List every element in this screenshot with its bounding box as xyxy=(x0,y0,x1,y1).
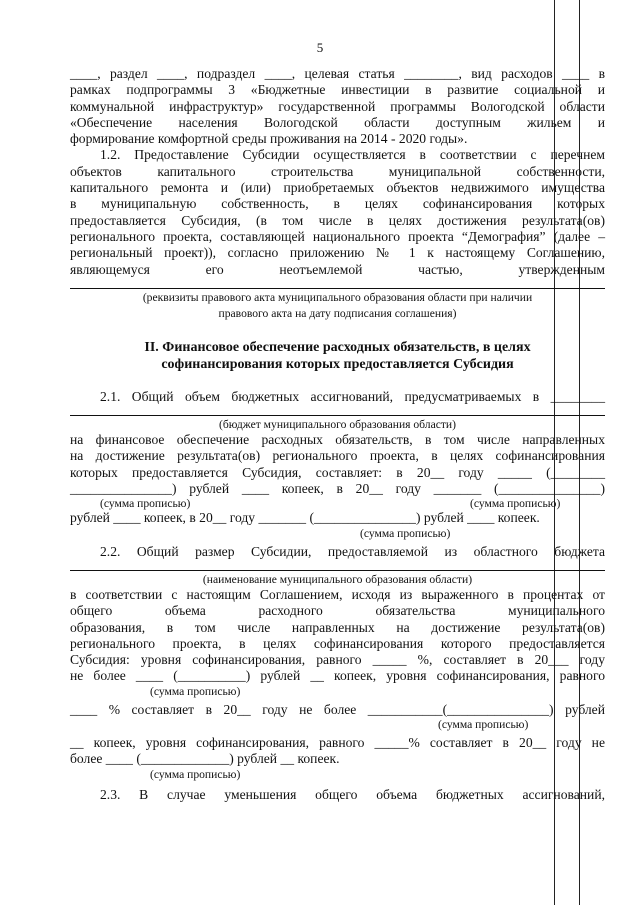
text-line: __ копеек, уровня софинансирования, равного _____% составляет в 20__ году не xyxy=(70,735,605,751)
text-line: 2.2. Общий размер Субсидии, предоставляемой из областного бюджета xyxy=(100,543,605,559)
page-number: 5 xyxy=(316,40,324,55)
caption: (сумма прописью) xyxy=(360,526,451,540)
text-line: «Обеспечение населения Вологодской области доступным жильем и xyxy=(70,114,605,130)
text-line: Субсидия: уровня софинансирования, равного _____ %, составляет в 20___ году xyxy=(70,652,605,668)
text-line: рублей ____ копеек, в 20__ году _______ (_______________) рублей ____ копеек. xyxy=(70,510,540,526)
text-line: на достижение результата(ов) регионального проекта, в целях софинансирования xyxy=(70,448,605,464)
text-line: рамках подпрограммы 3 «Бюджетные инвестиции в развитие социальной и xyxy=(70,82,605,98)
section-heading: II. Финансовое обеспечение расходных обязательств, в целях софинансирования которых предоставляется Субсидия xyxy=(144,339,531,372)
text-line: регионального проекта, составляющей национального проекта “Демография” (далее – xyxy=(70,228,605,244)
text-line: в муниципальную собственность, в целях софинансирования которых xyxy=(70,196,605,212)
text-line: региональный проект)), согласно приложению № 1 к настоящему Соглашению, xyxy=(70,245,605,261)
caption: (реквизиты правового акта муниципального образования области при наличии xyxy=(142,290,533,304)
text-line: коммунальной инфраструктур» государственной программы Вологодской области xyxy=(70,98,605,114)
text-line: 2.1. Общий объем бюджетных ассигнований, предусматриваемых в ________ xyxy=(100,388,605,404)
caption: (сумма прописью) xyxy=(438,718,529,732)
caption: (сумма прописью) xyxy=(470,497,561,511)
text-line: общего объема расходного обязательства муниципального xyxy=(70,603,605,619)
blank-line xyxy=(70,288,605,289)
text-line: формирование комфортной среды проживания на 2014 - 2020 годы». xyxy=(70,131,468,147)
text-line: ____ % составляет в 20__ году не более ___________(_______________) рублей xyxy=(70,701,605,717)
blank-line xyxy=(70,570,605,571)
text-line: не более ____ (__________) рублей __ копеек, уровня софинансирования, равного xyxy=(70,668,605,684)
text-line: в соответствии с настоящим Соглашением, исходя из выраженного в процентах от xyxy=(70,586,605,602)
blank-line xyxy=(70,415,605,416)
caption: (наименование муниципального образования области) xyxy=(202,572,473,586)
text-line: _______________) рублей ____ копеек, в 20__ году _______ (_______________) xyxy=(70,481,605,497)
text-line: 2.3. В случае уменьшения общего объема бюджетных ассигнований, xyxy=(100,786,605,802)
text-line: которых предоставляется Субсидия, составляет: в 20__ году _____ (________ xyxy=(70,464,605,480)
document-body xyxy=(70,66,605,803)
text-line: предоставляется Субсидия, (в том числе в целях достижения результата(ов) xyxy=(70,212,605,228)
caption: (бюджет муниципального образования области) xyxy=(218,418,456,432)
text-line: регионального проекта, в целях софинансирования которого предоставляется xyxy=(70,635,605,651)
caption: (сумма прописью) xyxy=(100,497,191,511)
text-line: капитального ремонта и (или) приобретаемых объектов недвижимого имущества xyxy=(70,180,605,196)
caption: правового акта на дату подписания соглашения) xyxy=(218,306,457,320)
caption: (сумма прописью) xyxy=(150,684,241,698)
text-line: 1.2. Предоставление Субсидии осуществляется в соответствии с перечнем xyxy=(100,147,605,163)
caption: (сумма прописью) xyxy=(150,767,241,781)
text-line: объектов капитального строительства муниципальной собственности, xyxy=(70,163,605,179)
text-line: ____, раздел ____, подраздел ____, целевая статья ________, вид расходов ____ в xyxy=(70,66,605,81)
text-line: являющемуся его неотъемлемой частью, утвержденным xyxy=(70,261,605,277)
text-line: на финансовое обеспечение расходных обязательств, в том числе направленных xyxy=(70,432,605,448)
text-line: более ____ (_____________) рублей __ копеек. xyxy=(70,751,340,767)
text-line: образования, в том числе направленных на достижение результата(ов) xyxy=(70,619,605,635)
